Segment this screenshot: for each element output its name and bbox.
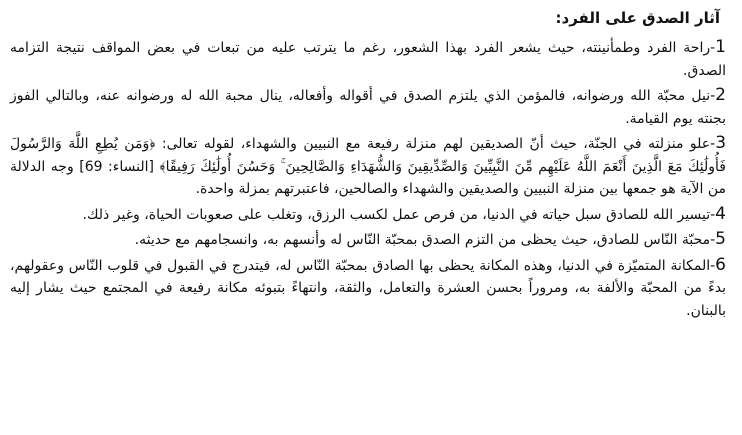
quran-verse-quote: ﴿وَمَن يُطِعِ اللَّهَ وَالرَّسُولَ فَأُولَٰئِكَ مَعَ الَّذِينَ أَنْعَمَ اللَّهُ عَلَيْهِم مِّنَ النَّبِيِّينَ وَالصِّدِّيقِينَ وَالشُّهَدَاءِ وَالصَّالِحِينَ ۚ وَحَسُنَ أُولَٰئِكَ رَفِيقًا﴾ — [10, 136, 726, 175]
item-number: 6 — [715, 254, 726, 275]
item-text: -تيسير الله للصادق سبل حياته في الدنيا، من فرص عمل لكسب الرزق، وتغلب على صعوبات الحياة، وغير ذلك. — [82, 206, 716, 223]
list-item-5 — [10, 228, 726, 252]
item-text: -نيل محبّة الله ورضوانه، فالمؤمن الذي يلتزم الصدق في أقواله وأفعاله، ينال محبة الله له ورضوانه عنه، وبالتالي الفوز بجنته يوم القيامة. — [10, 88, 726, 127]
list-item-1 — [10, 36, 726, 82]
item-number: 4 — [715, 203, 726, 224]
item-text-before-quote: -علو منزلته في الجنّة، حيث أنّ الصديقين لهم منزلة رفيعة مع النبيين والشهداء، لقوله تعالى: — [155, 136, 716, 152]
item-text: -راحة الفرد وطمأنينته، حيث يشعر الفرد بهذا الشعور، رغم ما يترتب عليه من تبعات في بعض المواقف نتيجة التزامه الصدق. — [10, 40, 726, 79]
document-title: آثار الصدق على الفرد: — [555, 9, 720, 27]
document-page — [10, 8, 726, 324]
item-number: 2 — [715, 85, 726, 105]
item-number: 3 — [715, 133, 727, 153]
list-item-4 — [10, 203, 726, 227]
item-text: -المكانة المتميّزة في الدنيا، وهذه المكانة يحظى بها الصادق بمحبّة النّاس له، فيتدرج في القبول في قلوب النّاس وعقولهم، بدءً من المحبّة والألفة به، ومروراً بحسن العشرة والتعامل، والثقة، وانتهاءً بتبوئه مكانة رفيعة في المجتمع حيث يشار إليه بالبنان. — [10, 257, 726, 319]
item-text-after-quote: [النساء: 69] وجه الدلالة من الآية هو جمعها بين منزلة النبيين والصديقين والشهداء والصالحين، فاعتبرتهم بمزلة واحدة. — [10, 158, 726, 197]
list-item-6 — [10, 254, 726, 323]
item-text: -محبّة النّاس للصادق، حيث يحظى من التزم الصدق بمحبّة النّاس له وأنسهم به، وانسجامهم مع حديثه. — [134, 232, 716, 248]
item-number: 1 — [715, 37, 726, 57]
list-item-2 — [10, 84, 726, 130]
list-item-3 — [10, 132, 726, 201]
item-number: 5 — [715, 229, 726, 249]
